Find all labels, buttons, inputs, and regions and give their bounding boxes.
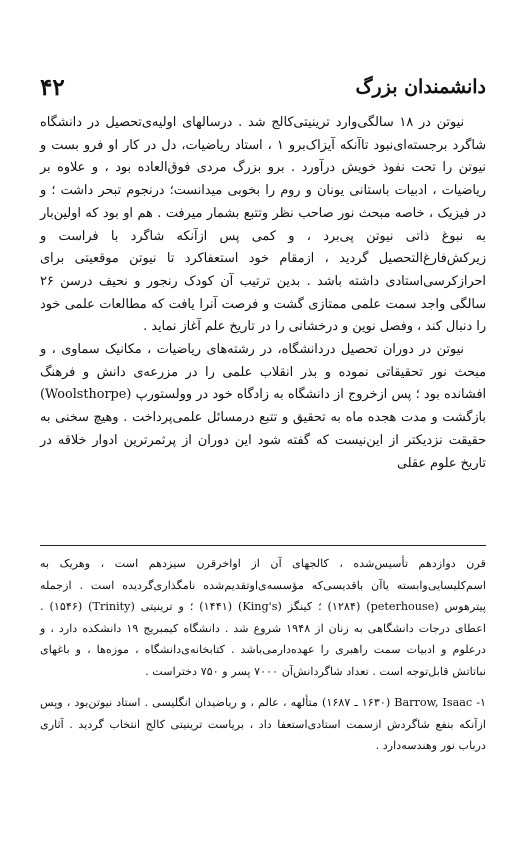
body-paragraph: نیوتن در دوران تحصیل دردانشگاه، در رشته‌های ریاضیات ، مکانیک سماوی ، و مبحث نور تحقیقاتی نموده و بذر انقلاب علمی را در مزرعه‌ی دانش و فرهنگ افشانده بود ؛ پس ازخروج از دانشگاه به زادگاه خود در وولستورپ (Woolsthorpe) بازگشت و مدت هجده ماه به تحقیق و تتبع درمسائل علمی‌پرداخت . وهیچ سخنی به حقیقت نزدیکتر از این‌نیست که گفته شود این دوران از پرثمرترین ادوار خلاقه در تاریخ علوم عقلی: [40, 342, 486, 471]
page-header: [40, 70, 486, 104]
page-bottom-margin: [0, 820, 526, 843]
footnote-divider: [40, 545, 486, 546]
footnote-spacer: [40, 682, 486, 692]
page-number: ۴۲: [40, 73, 65, 101]
main-text: [40, 112, 486, 475]
footnote: قرن دوازدهم تأسیس‌شده ، کالجهای آن از اواخرقرن سیزدهم است ، وهریک به اسم‌کلیسایی‌وابسته یاآن باقدیسی‌که مؤسسه‌ی‌او‌تقدیم‌شده نامگذاری‌گردیده است . ازجمله پیترهوس (peterhouse) (۱۲۸۴) ؛ کینگز (King's) (۱۴۴۱) ؛ و ترینیتی (Trinity) (۱۵۴۶) . اعطای درجات دانشگاهی به زنان از ۱۹۴۸ شروع شد . دانشگاه کیمبریج ۱۹ دانشکده دارد ، و درعلوم و ادبیات سمت راهبری را عهده‌دارمی‌باشد . کتابخانه‌ی‌دانشگاه ، موزه‌ها ، و باغهای نباتاتش قابل‌توجه است . تعداد شاگردانش‌آن ۷۰۰۰ پسر و ۷۵۰ دختراست .: [40, 557, 487, 678]
body-paragraph: نیوتن در ۱۸ سالگی‌وارد ترینیتی‌کالج شد . درسالهای اولیه‌ی‌تحصیل در دانشگاه شاگرد برجسته‌ای‌نبود تاآنکه آیزاک‌برو ۱ ، استاد ریاضیات، دل در کار او فرو بست و نیوتن را تحت نفوذ خویش درآورد . برو بزرگ مردی فوق‌العاده بود ، و علاوه بر ریاضیات ، ادبیات باستانی یونان و روم را بخوبی میدانست؛ درنجوم تبحر داشت ؛ و در فیزیک ، خاصه مبحث نور صاحب نظر وتتبع بشمار میرفت . هم او بود که اولین‌بار به نبوغ ذاتی نیوتن پی‌برد ، و کمی پس ازآنکه شاگرد با فراست و زیرکش‌فارغ‌التحصیل گردید ، ازمقام خود استعفاکرد تا نیوتن موقعیتی برای احرازکرسی‌استادی داشته باشد . بدین ترتیب آن کودک رنجور و نحیف درسن ۲۶ سالگی واجد سمت علمی ممتازی گشت و فرصت آنرا یافت که مطالعات علمی خود را دنبال کند ، وفصل نوین و درخشانی را در تاریخ علم آغاز نماید .: [40, 115, 486, 335]
footnote: ۱- Barrow, Isaac (۱۶۳۰ ـ ۱۶۸۷) متألهه ، عالم ، و ریاضیدان انگلیسی . استاد نیوتن‌بود ، وپس ازآنکه بنفع شاگردش ازسمت استادی‌استعفا داد ، بریاست ترینیتی کالج انتخاب گردید . آثاری درباب نور وهندسه‌دارد .: [40, 696, 487, 752]
running-title: دانشمندان بزرگ: [355, 76, 486, 98]
footnotes: [40, 553, 486, 757]
